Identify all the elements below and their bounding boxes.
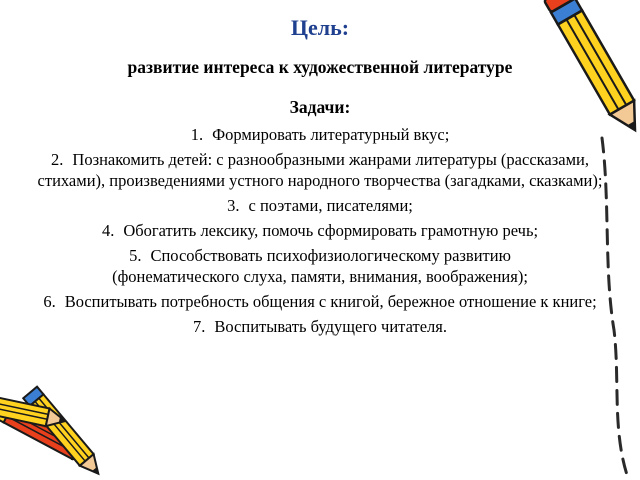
tasks-heading: Задачи: — [289, 97, 351, 117]
list-item-text: Формировать литературный вкус; — [212, 125, 450, 144]
slide-subtitle: развитие интереса к художественной литературе — [127, 57, 513, 77]
list-item-text: Воспитывать будущего читателя. — [214, 317, 447, 336]
list-item — [20, 220, 620, 241]
list-item-number: 7. — [193, 317, 206, 336]
list-item-text: с поэтами, писателями; — [248, 196, 413, 215]
slide-title: Цель: — [290, 15, 350, 40]
list-item-number: 4. — [101, 221, 115, 240]
list-item-number: 2. — [51, 150, 64, 169]
list-item — [25, 149, 615, 191]
list-item — [14, 291, 626, 312]
list-item-number: 5. — [129, 246, 142, 265]
list-item — [40, 195, 600, 216]
list-item-text: Познакомить детей: с разнообразными жанрами литературы (рассказами, стихами), произведениями устного народного творчества (загадками, сказками); — [37, 150, 603, 190]
list-item-text: Обогатить лексику, помочь сформировать грамотную речь; — [123, 221, 539, 240]
list-item-text: Воспитывать потребность общения с книгой, бережное отношение к книге; — [64, 292, 597, 311]
list-item — [40, 316, 600, 337]
crossed-pencils-icon — [0, 387, 106, 480]
list-item — [70, 245, 570, 287]
list-item-number: 6. — [43, 292, 56, 311]
task-list — [0, 124, 640, 337]
list-item-text: Способствовать психофизиологическому развитию (фонематического слуха, памяти, внимания, воображения); — [112, 246, 528, 286]
list-item-number: 3. — [227, 196, 240, 215]
list-item — [40, 124, 600, 145]
list-item-number: 1. — [190, 125, 204, 144]
